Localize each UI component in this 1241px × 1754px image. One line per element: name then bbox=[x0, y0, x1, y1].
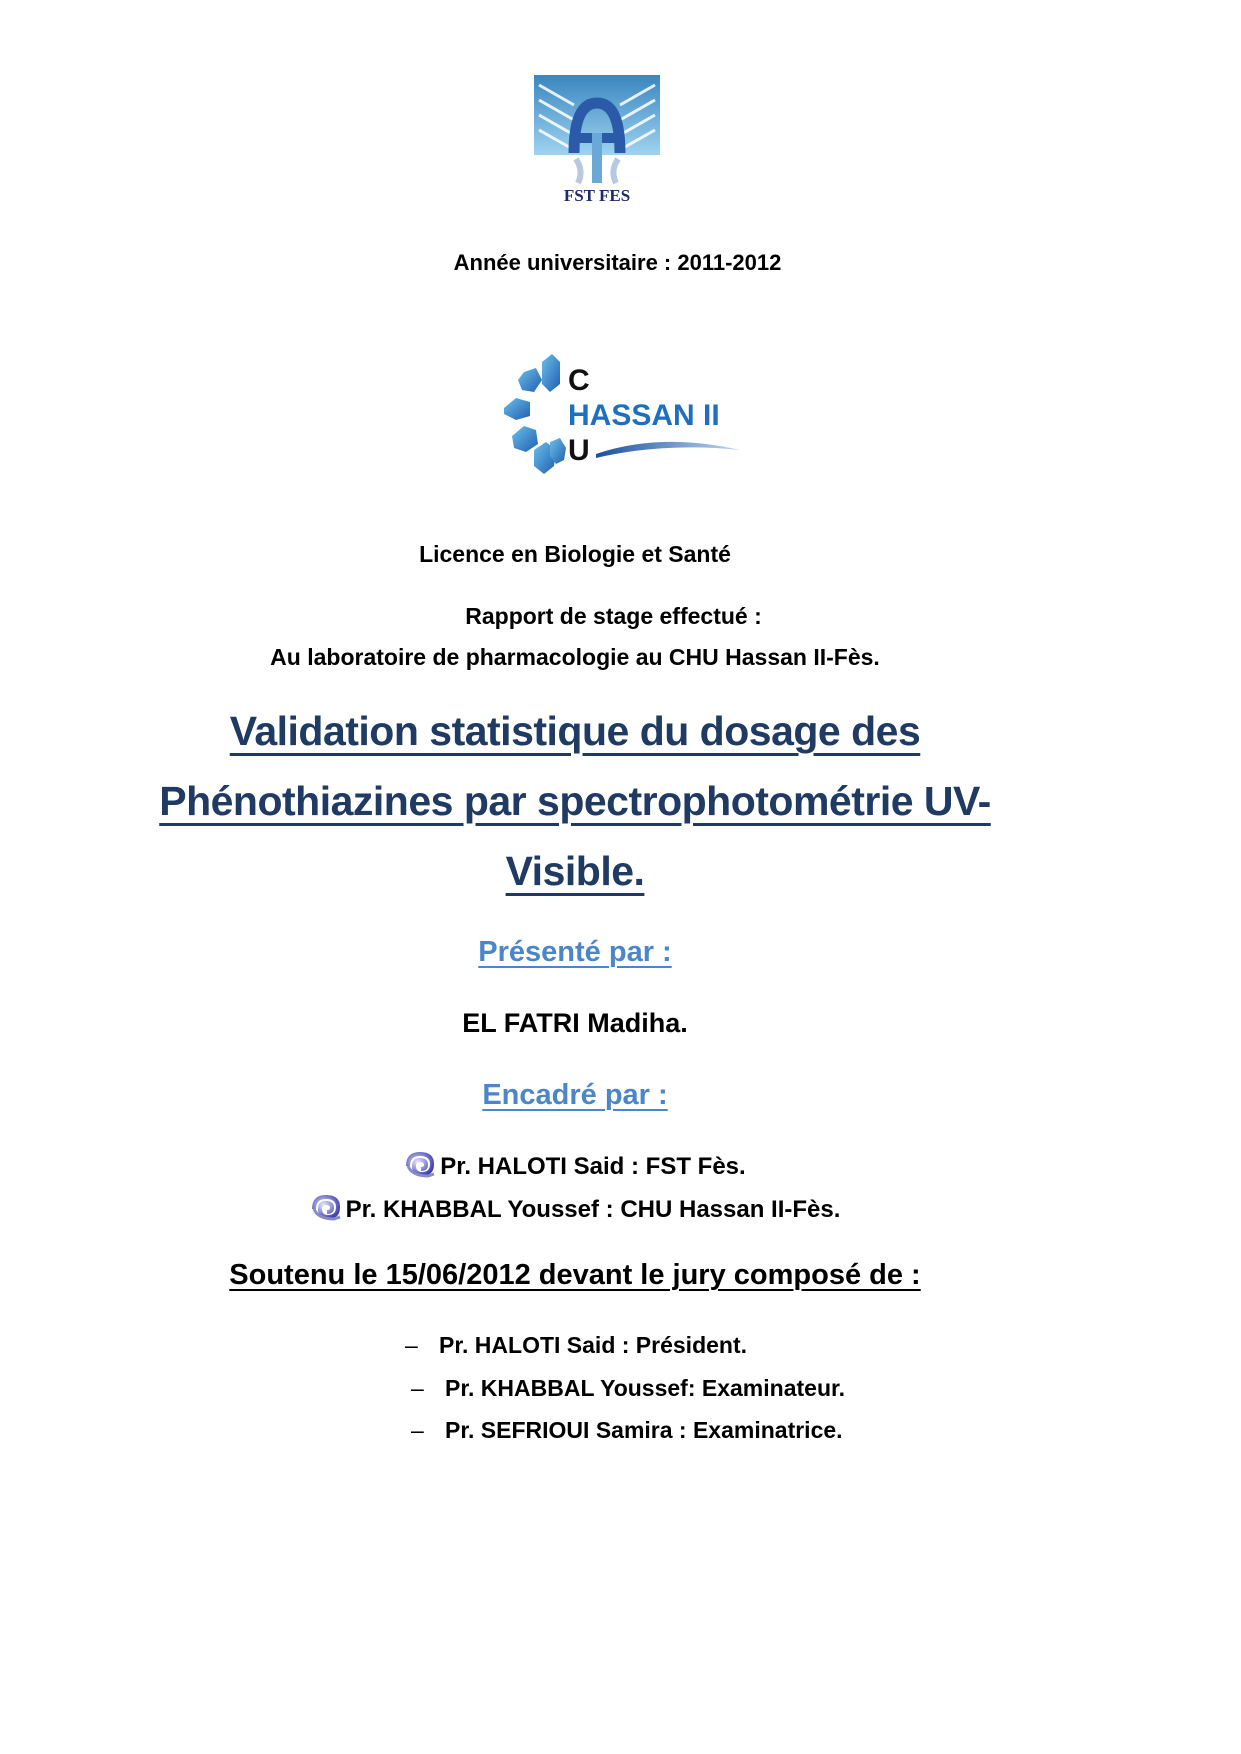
jury-member bbox=[411, 1375, 845, 1402]
fst-fes-logo bbox=[534, 75, 660, 207]
dash-bullet: – bbox=[405, 1332, 418, 1358]
supervisor-item bbox=[0, 1150, 1150, 1181]
jury-member-text: Pr. KHABBAL Youssef: Examinateur. bbox=[445, 1375, 846, 1401]
supervised-by-heading: Encadré par : bbox=[482, 1079, 668, 1111]
degree-label: Licence en Biologie et Santé bbox=[419, 541, 731, 567]
laboratory-label: Au laboratoire de pharmacologie au CHU Hassan II-Fès. bbox=[270, 644, 880, 670]
report-title-line-3: Visible. bbox=[505, 848, 645, 894]
author-name: EL FATRI Madiha. bbox=[462, 1008, 688, 1038]
svg-text:FST FES: FST FES bbox=[563, 186, 631, 205]
dash-bullet: – bbox=[411, 1417, 424, 1443]
spiral-bullet-icon bbox=[310, 1193, 342, 1221]
chu-logo-icon bbox=[490, 350, 750, 485]
chu-hassan-ii-logo bbox=[490, 350, 750, 485]
defense-heading: Soutenu le 15/06/2012 devant le jury composé de : bbox=[229, 1259, 921, 1291]
jury-member-text: Pr. HALOTI Said : Président. bbox=[439, 1332, 748, 1358]
presented-by-heading: Présenté par : bbox=[478, 936, 672, 968]
spiral-bullet-icon bbox=[404, 1150, 436, 1178]
fst-logo-icon bbox=[534, 75, 660, 207]
report-label: Rapport de stage effectué : bbox=[465, 603, 762, 629]
jury-member-text: Pr. SEFRIOUI Samira : Examinatrice. bbox=[445, 1417, 843, 1443]
report-title-line-1: Validation statistique du dosage des bbox=[229, 708, 921, 754]
supervisor-text: Pr. HALOTI Said : FST Fès. bbox=[440, 1153, 746, 1180]
svg-text:U: U bbox=[568, 434, 590, 467]
jury-member bbox=[411, 1417, 843, 1444]
dash-bullet: – bbox=[411, 1375, 424, 1401]
jury-member bbox=[405, 1332, 747, 1359]
svg-text:HASSAN II: HASSAN II bbox=[568, 399, 720, 432]
supervisor-item bbox=[0, 1193, 1150, 1224]
svg-text:C: C bbox=[568, 364, 590, 397]
academic-year: Année universitaire : 2011-2012 bbox=[453, 250, 782, 275]
report-title-line-2: Phénothiazines par spectrophotométrie UV- bbox=[159, 778, 991, 824]
supervisor-text: Pr. KHABBAL Youssef : CHU Hassan II-Fès. bbox=[345, 1196, 841, 1223]
